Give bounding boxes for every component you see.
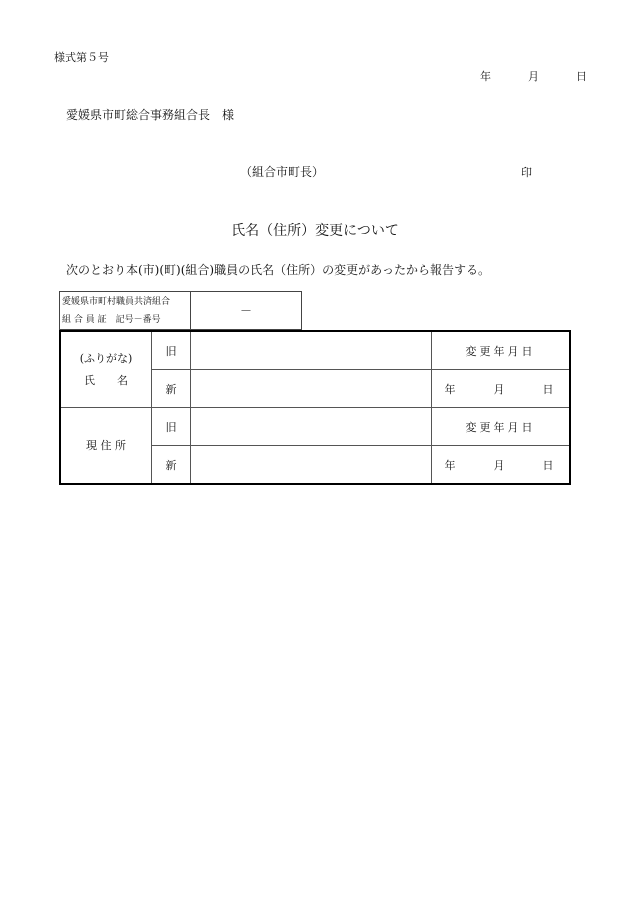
member-id-table [59,291,302,330]
name-change-month: 月 [493,382,508,396]
old-address-field[interactable] [191,408,432,446]
name-change-date-field[interactable] [432,370,571,408]
mayor-label: （組合市町長） [240,165,325,179]
member-id-value[interactable]: － [191,292,302,330]
address-change-date-label: 変更年月日 [432,408,571,446]
member-id-label-line1: 愛媛県市町村職員共済組合 [62,296,171,307]
address-change-month: 月 [493,458,508,472]
new-name-field[interactable] [191,370,432,408]
address-change-date-field[interactable] [432,446,571,485]
seal-mark: 印 [521,166,532,179]
date-day: 日 [576,70,587,83]
change-table [59,330,571,485]
name-header [60,331,152,408]
table-row [60,408,570,446]
table-row [60,331,570,370]
name-change-day: 日 [542,382,557,396]
name-label: 氏 名 [84,373,128,387]
date-year: 年 [480,70,491,83]
body-text: 次のとおり本(市)(町)(組合)職員の氏名（住所）の変更があったから報告する。 [66,263,490,277]
address-header: 現 住 所 [60,408,152,485]
address-old-label: 旧 [152,408,191,446]
address-change-year: 年 [444,458,459,472]
member-id-label [60,292,191,330]
name-change-date-label: 変更年月日 [432,331,571,370]
address-change-day: 日 [542,458,557,472]
name-old-label: 旧 [152,331,191,370]
form-number: 様式第５号 [54,51,109,64]
name-change-year: 年 [444,382,459,396]
date-month: 月 [528,70,539,83]
addressee: 愛媛県市町総合事務組合長 様 [66,108,235,122]
name-kana-label: (ふりがな) [79,351,133,365]
new-address-field[interactable] [191,446,432,485]
document-title: 氏名（住所）変更について [231,223,399,239]
name-new-label: 新 [152,370,191,408]
member-id-label-line2: 組 合 員 証 記号－番号 [62,314,161,325]
old-name-field[interactable] [191,331,432,370]
address-new-label: 新 [152,446,191,485]
submission-date [480,68,587,84]
